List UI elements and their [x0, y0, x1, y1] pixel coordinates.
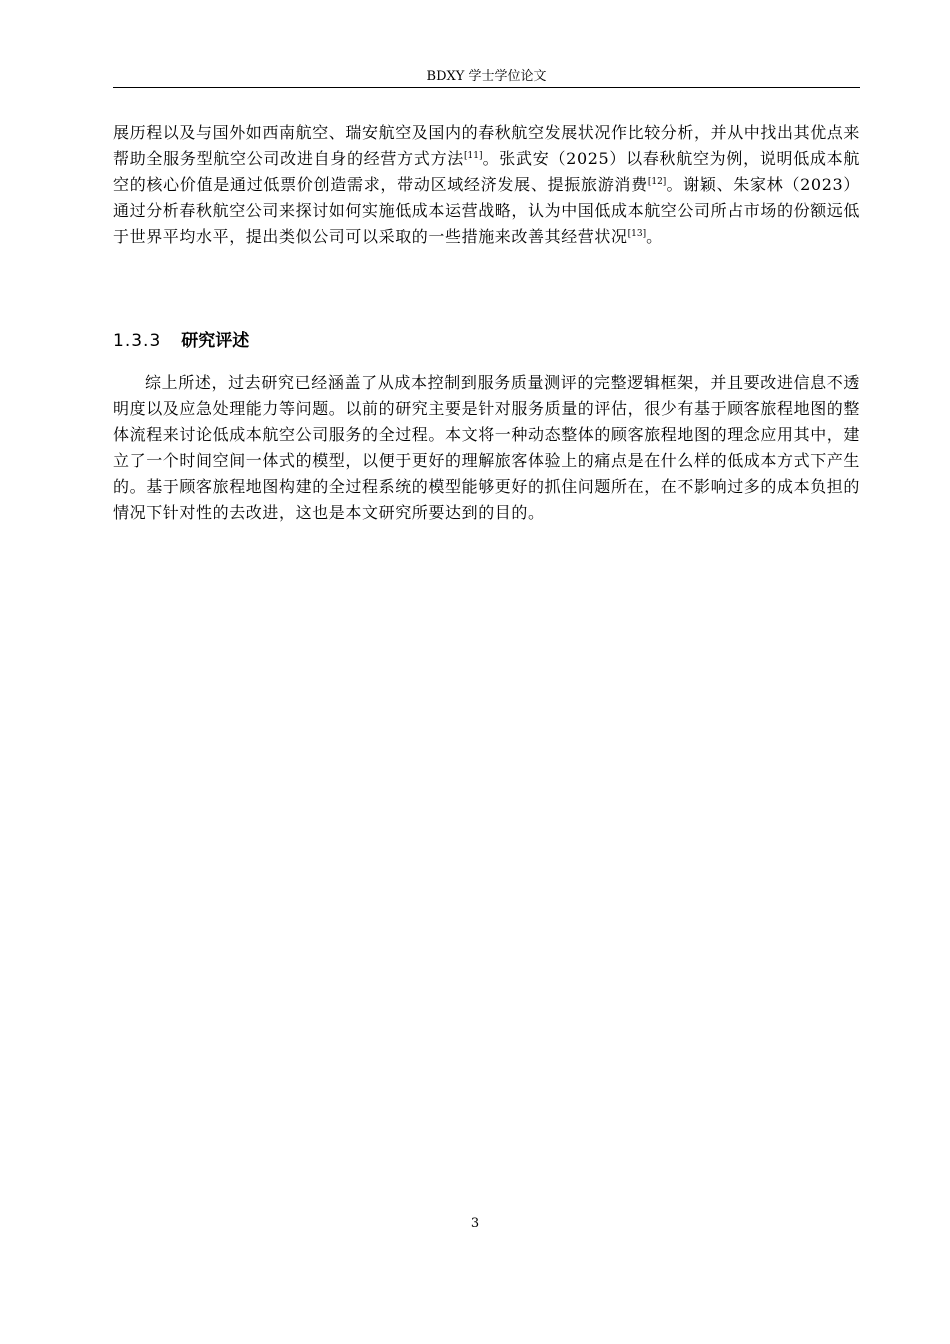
- section-title: 研究评述: [181, 331, 250, 351]
- page-number: 3: [470, 1216, 480, 1231]
- citation-13: [13]: [627, 229, 647, 239]
- text-segment: 展历程以及与国外如西南航空、瑞安航空及国内的春秋航空发展状况作比较分析，并从中找出其优点来帮助全服务型航空公司改进自身的经营方式方法: [113, 123, 861, 168]
- section-number: 1.3.3: [113, 331, 162, 351]
- header-rule: [113, 87, 860, 88]
- text-segment: 。: [646, 227, 663, 246]
- paragraph-text: 综上所述，过去研究已经涵盖了从成本控制到服务质量测评的完整逻辑框架，并且要改进信息不透明度以及应急处理能力等问题。以前的研究主要是针对服务质量的评估，很少有基于顾客旅程地图的整体流程来讨论低成本航空公司服务的全过程。本文将一种动态整体的顾客旅程地图的理念应用其中，建立了一个时间空间一体式的模型，以便于更好的理解旅客体验上的痛点是在什么样的低成本方式下产生的。基于顾客旅程地图构建的全过程系统的模型能够更好的抓住问题所在，在不影响过多的成本负担的情况下针对性的去改进，这也是本文研究所要达到的目的。: [113, 373, 861, 522]
- citation-12: [12]: [647, 177, 667, 187]
- section-heading: [113, 328, 249, 354]
- text-segment: 。谢颖、朱家林（2023）通过分析春秋航空公司来探讨如何实施低成本运营战略，认为中国低成本航空公司所占市场的份额远低于世界平均水平，提出类似公司可以采取的一些措施来改善其经营状况: [113, 175, 861, 246]
- paragraph-text: [113, 120, 860, 250]
- paragraph-continued: [113, 120, 860, 250]
- citation-11: [11]: [464, 151, 483, 161]
- running-header: BDXY 学士学位论文: [426, 69, 547, 84]
- paragraph-review: [113, 370, 860, 526]
- text-segment: 。张武安（2025）以春秋航空为例，说明低成本航空的核心价值是通过低票价创造需求，带动区域经济发展、提振旅游消费: [113, 149, 860, 194]
